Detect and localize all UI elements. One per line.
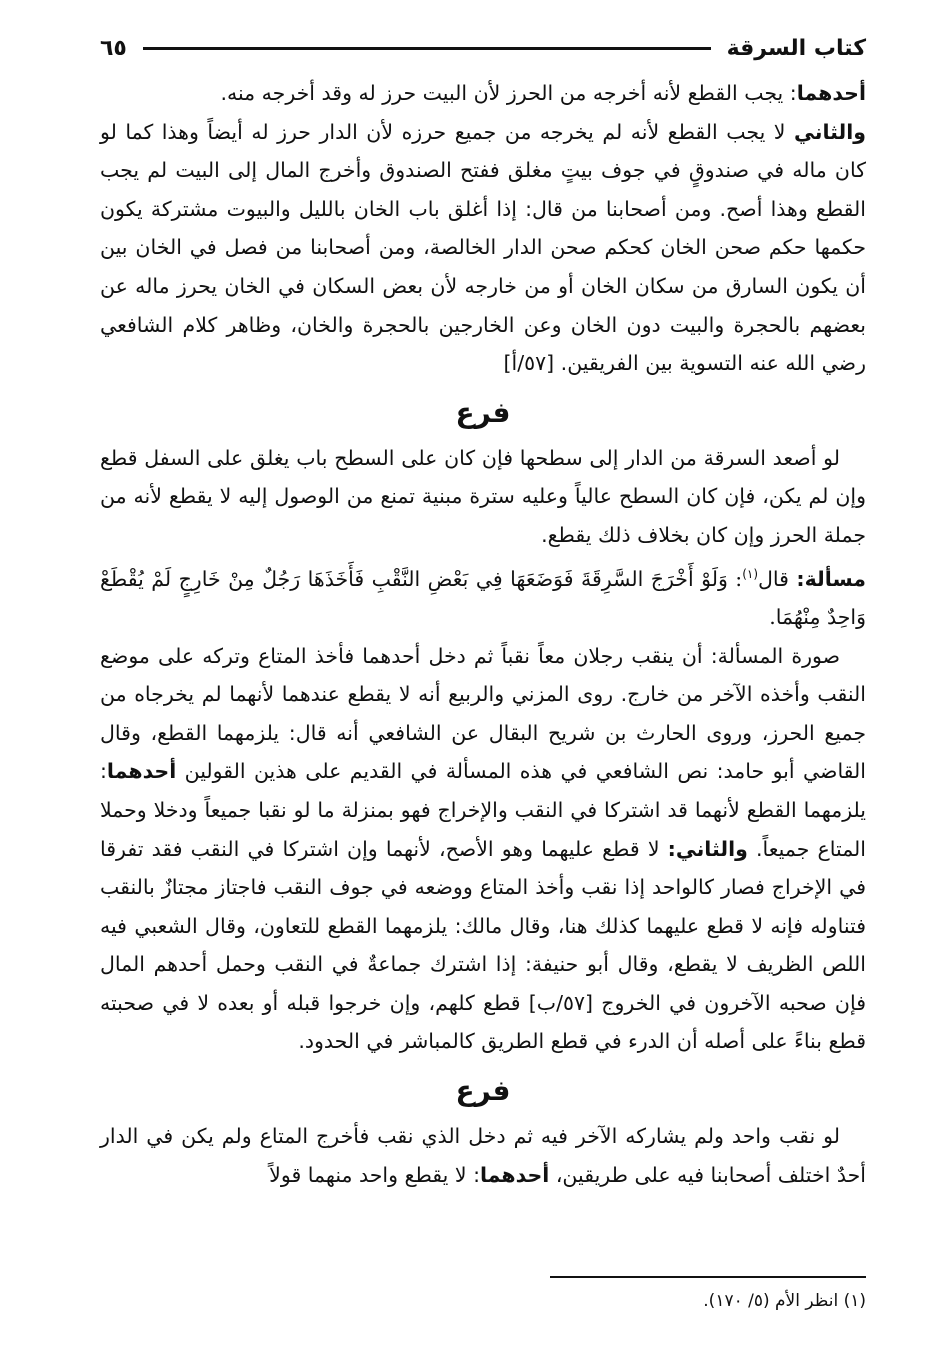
footnote: [100, 1286, 866, 1316]
paragraph-text: : لا يقطع واحد منهما قولاً: [269, 1162, 480, 1187]
paragraph-text: لو نقب واحد ولم يشاركه الآخر فيه ثم دخل الذي نقب فأخرج المتاع ولم يكن في الدار أحدٌ اختلف أصحابنا فيه على طريقين،: [100, 1124, 866, 1187]
term-second: والثاني: [794, 119, 866, 144]
paragraph-text: : يجب القطع لأنه أخرجه من الحرز لأن البيت حرز له وقد أخرجه منه.: [220, 81, 797, 105]
page-body: [100, 28, 866, 1194]
page-number: ٦٥: [100, 35, 127, 61]
section-heading: فرع: [455, 1074, 511, 1108]
paragraph-text: لا يجب القطع لأنه لم يخرجه من جميع حرزه لأن الدار حرز له أيضاً وهذا كما لو كان ماله في صندوقٍ في جوف بيتٍ مغلق ففتح الصندوق وأخرج المال إلى البيت لم يجب القطع وهذا أصح. ومن أصحابنا من قال: إذا أغلق باب الخان بالليل والبيوت مشتركة يكون حكمها حكم صحن الخان كحكم صحن الدار الخالصة، ومن أصحابنا من فصل في الخان بين أن يكون السارق من سكان الخان أو من خارجه لأن بعض السكان في الخان يحرز ماله عن بعضهم بالحجرة والبيت دون الخان وعن الخارجين بالحجرة والخان، وظاهر كلام الشافعي رضي الله عنه التسوية بين الفريقين. [٥٧/أ]: [100, 119, 866, 376]
paragraph-second-opinion: [100, 113, 866, 383]
paragraph-text: صورة المسألة: أن ينقب رجلان معاً نقباً ثم دخل أحدهما فأخذ المتاع وتركه على موضع النقب وأخذه الآخر من خارج. روى المزني والربيع أنه لا يقطع عندهما لأنهما لم يخرجاه من جميع الحرز، وروى الحارث بن شريح البقال عن الشافعي أنه قال: يلزمهما القطع، وقال القاضي أبو حامد: نص الشافعي في هذه المسألة في القديم على هذين القولين: [100, 643, 866, 784]
paragraph-first-opinion: [100, 74, 866, 113]
running-header: [100, 28, 866, 68]
section-heading: فرع: [455, 395, 511, 429]
term-first: أحدهما: [796, 81, 866, 105]
paragraph-text: قال: [758, 566, 797, 591]
term-second: والثاني:: [667, 836, 748, 861]
paragraph-explanation: [100, 637, 866, 1062]
paragraph-text: لا قطع عليهما وهو الأصح، لأنهما وإن اشتركا في النقب فقد تفرقا في الإخراج فصار كالواحد إذا نقب وأخذ المتاع ووضعه في جوف النقب فاجتاز مجتازٌ بالنقب فتناوله فإنه لا قطع عليهما كذلك هنا، وقال مالك: يلزمهما القطع للتعاون، وقال الشعبي فيه اللص الظريف لا يقطع، وقال أبو حنيفة: إذا اشترك جماعةٌ في النقب وحمل أحدهم المال فإن صحبه الآخرون في الخروج [٥٧/ب] قطع كلهم، وإن خرجوا قبله أو بعده لا في صحبته قطع بناءً على أصله أن الدرء في قطع الطريق كالمباشر في الحدود.: [100, 836, 866, 1054]
quoted-text: : وَلَوْ أَخْرَجَ السَّرِقَةَ فَوَضَعَهَا فِي بَعْضِ النَّقْبِ فَأَخَذَهَا رَجُلٌ مِنْ خَارِجٍ لَمْ يُقْطَعْ وَاحِدٌ مِنْهُمَا.: [100, 566, 866, 629]
paragraph-text: : يلزمهما القطع لأنهما قد اشتركا في النقب والإخراج فهو بمنزلة ما لو نقبا جميعاً ودخلا وحملا المتاع جميعاً.: [100, 759, 866, 861]
term-first: أحدهما: [106, 759, 177, 784]
paragraph-roof: لو أصعد السرقة من الدار إلى سطحها فإن كان على السطح باب يغلق على السفل قطع وإن لم يكن، فإن كان السطح عالياً وعليه سترة مبنية تمنع من الوصول إليه لا يقطع لأنه من جملة الحرز وإن كان بخلاف ذلك يقطع.: [100, 445, 866, 547]
term-first: أحدهما: [479, 1162, 550, 1187]
footnote-text: انظر الأم (٥/ ١٧٠).: [703, 1291, 839, 1311]
book-title: كتاب السرقة: [726, 35, 866, 61]
paragraph-masala: [100, 555, 866, 637]
header-rule: [143, 47, 711, 50]
footnote-rule: [550, 1276, 866, 1278]
footnote-reference: (١): [742, 566, 759, 581]
term-masala: مسألة:: [796, 566, 866, 591]
paragraph-single-digger: [100, 1117, 866, 1194]
footnote-number: (١): [843, 1291, 866, 1311]
